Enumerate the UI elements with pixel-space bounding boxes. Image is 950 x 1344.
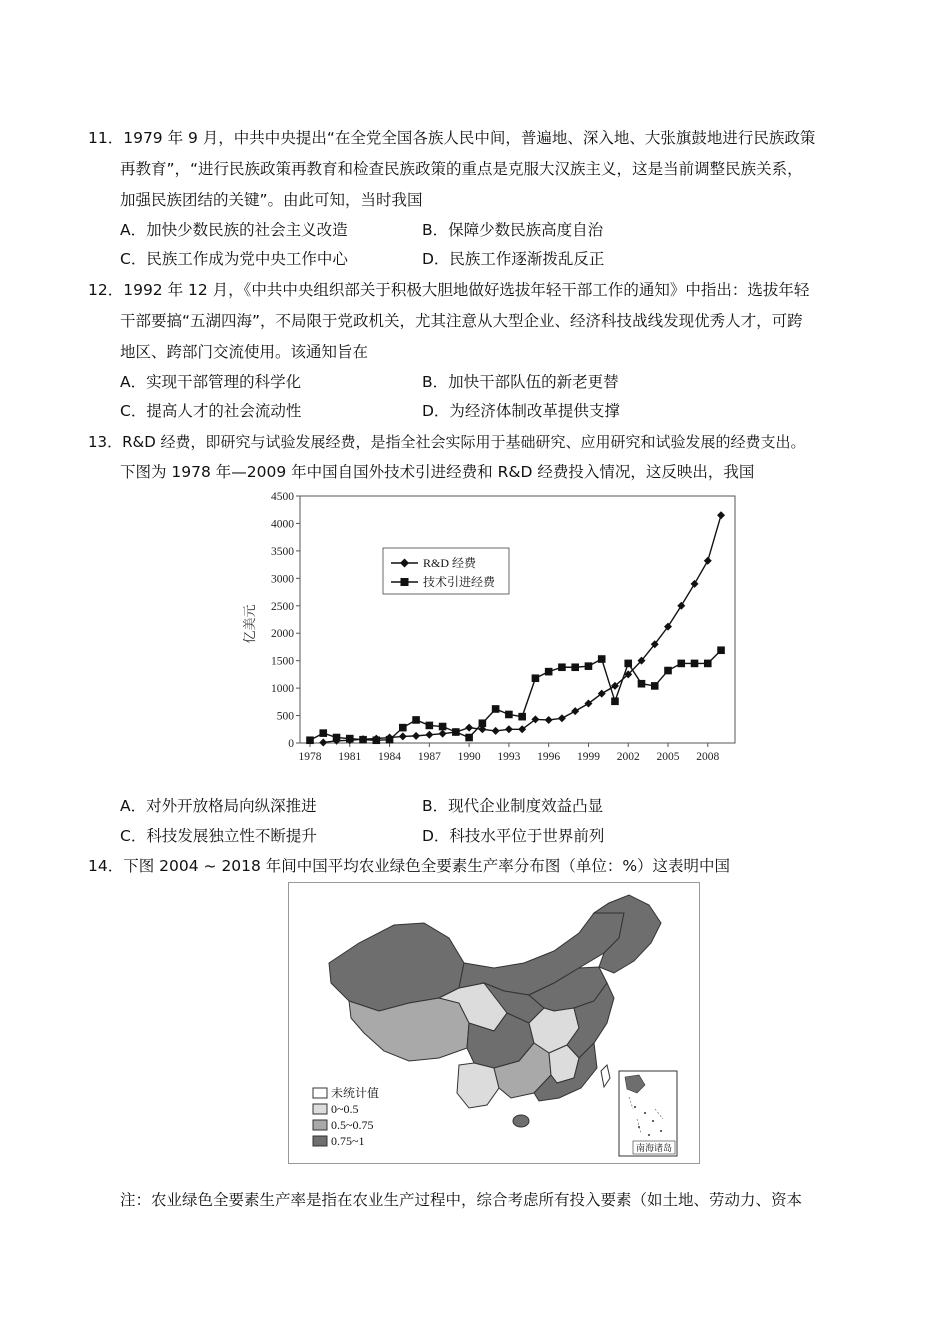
y-tick-label: 2000	[271, 628, 294, 641]
y-tick-label: 0	[288, 738, 294, 750]
data-point-square	[333, 734, 341, 742]
data-point-square	[306, 736, 314, 744]
data-point-square	[571, 663, 579, 671]
q13-option-c: C．科技发展独立性不断提升	[120, 827, 317, 845]
plot-frame	[300, 496, 735, 743]
china-map	[288, 882, 700, 1164]
map-region-hainan	[513, 1115, 529, 1127]
x-tick-label: 1984	[378, 751, 402, 763]
data-point-square	[412, 716, 420, 724]
x-tick-label: 2002	[616, 751, 640, 763]
data-point-square	[624, 660, 632, 668]
data-point-square	[465, 734, 473, 742]
data-point-square	[452, 728, 460, 736]
chart-legend	[383, 548, 509, 594]
data-point-square	[664, 667, 672, 675]
rd-chart	[240, 484, 745, 770]
data-point-square	[545, 668, 553, 676]
x-tick-label: 1981	[338, 751, 362, 763]
y-tick-label: 500	[276, 710, 294, 723]
map-region-taiwan	[601, 1065, 610, 1087]
x-tick-label: 2008	[696, 751, 720, 763]
q13-stem-line1: 13．R&D 经费，即研究与试验发展经费，是指全社会实际用于基础研究、应用研究和试验发展的经费支出。	[88, 433, 806, 451]
y-tick-label: 1000	[271, 683, 294, 696]
q11-option-c: C．民族工作成为党中央工作中心	[120, 250, 348, 268]
map-legend-high: 0.75~1	[331, 1134, 365, 1148]
data-point-square	[717, 646, 725, 654]
data-point-square	[319, 729, 327, 737]
x-tick-label: 1978	[298, 751, 322, 763]
q11-option-b: B．保障少数民族高度自治	[422, 221, 604, 239]
q13-option-a: A．对外开放格局向纵深推进	[120, 797, 317, 815]
map-legend-mid: 0.5~0.75	[331, 1118, 374, 1132]
q12-option-c: C．提高人才的社会流动性	[120, 402, 302, 420]
rd-chart-svg	[240, 484, 745, 770]
map-legend-low: 0~0.5	[331, 1102, 359, 1116]
q11-option-d: D．民族工作逐渐拨乱反正	[422, 250, 605, 268]
data-point-square	[518, 713, 526, 721]
south-china-sea-inset	[619, 1071, 677, 1156]
data-point-square	[426, 722, 434, 730]
q11-stem-line2: 再教育”，“进行民族政策再教育和检查民族政策的重点是克服大汉族主义，这是当前调整民族关系，	[120, 160, 803, 178]
q14-note: 注：农业绿色全要素生产率是指在农业生产过程中，综合考虑所有投入要素（如土地、劳动力、资本	[120, 1191, 803, 1209]
legend-tech: 技术引进经费	[423, 575, 496, 589]
q12-stem-line2: 干部要搞“五湖四海”，不局限于党政机关，尤其注意从大型企业、经济科技战线发现优秀人才，可跨	[120, 312, 803, 330]
q14-stem-line1: 14．下图 2004 ~ 2018 年间中国平均农业绿色全要素生产率分布图（单位：%）这表明中国	[88, 857, 731, 875]
q13-option-d: D．科技水平位于世界前列	[422, 827, 605, 845]
data-point-square	[532, 674, 540, 682]
data-point-square	[386, 736, 394, 744]
q12-option-b: B．加快干部队伍的新老更替	[422, 373, 619, 391]
legend-square-marker	[401, 578, 409, 586]
map-region-yunnan	[457, 1063, 499, 1108]
data-point-square	[346, 735, 354, 743]
map-region-tibet	[349, 998, 469, 1061]
y-tick-label: 4000	[271, 518, 294, 531]
data-point-square	[651, 682, 659, 690]
data-point-square	[704, 660, 712, 668]
q11-stem-line1: 11．1979 年 9 月，中共中央提出“在全党全国各族人民中间，普遍地、深入地、大张旗鼓地进行民族政策	[88, 129, 816, 147]
data-point-square	[598, 655, 606, 663]
data-point-square	[585, 662, 593, 670]
data-point-square	[492, 705, 500, 713]
q13-stem-line2: 下图为 1978 年—2009 年中国自国外技术引进经费和 R&D 经费投入情况，这反映出，我国	[120, 463, 755, 481]
q12-option-d: D．为经济体制改革提供支撑	[422, 402, 620, 420]
data-point-square	[372, 736, 380, 744]
data-point-square	[399, 724, 407, 732]
x-tick-label: 2005	[656, 751, 680, 763]
y-tick-label: 2500	[271, 600, 294, 613]
map-legend	[313, 1085, 379, 1148]
y-tick-label: 4500	[271, 491, 294, 503]
legend-rd: R&D 经费	[423, 556, 477, 570]
data-point-square	[359, 736, 367, 744]
data-point-square	[558, 663, 566, 671]
map-legend-none: 未统计值	[331, 1086, 380, 1100]
data-point-square	[677, 660, 685, 668]
q12-option-a: A．实现干部管理的科学化	[120, 373, 302, 391]
data-point-square	[479, 719, 487, 727]
x-tick-label: 1996	[537, 751, 561, 763]
data-point-square	[691, 660, 699, 668]
q12-stem-line1: 12．1992 年 12 月，《中共中央组织部关于积极大胆地做好选拔年轻干部工作的通知》中指出：选拔年轻	[88, 281, 810, 299]
x-tick-label: 1999	[576, 751, 600, 763]
y-axis-label: 亿美元	[242, 604, 257, 644]
data-point-square	[505, 711, 513, 719]
data-point-square	[439, 723, 447, 731]
inset-label: 南海诸岛	[635, 1143, 673, 1153]
x-tick-label: 1993	[497, 751, 521, 763]
q12-stem-line3: 地区、跨部门交流使用。该通知旨在	[120, 343, 369, 361]
data-point-square	[611, 697, 619, 705]
y-tick-label: 3000	[271, 573, 294, 586]
data-point-square	[638, 680, 646, 688]
y-tick-label: 3500	[271, 545, 294, 558]
y-tick-label: 1500	[271, 655, 294, 668]
q11-option-a: A．加快少数民族的社会主义改造	[120, 221, 348, 239]
q13-option-b: B．现代企业制度效益凸显	[422, 797, 604, 815]
china-map-svg	[289, 883, 699, 1163]
x-tick-label: 1987	[417, 751, 441, 763]
q11-stem-line3: 加强民族团结的关键”。由此可知，当时我国	[120, 191, 423, 209]
x-tick-label: 1990	[457, 751, 481, 763]
